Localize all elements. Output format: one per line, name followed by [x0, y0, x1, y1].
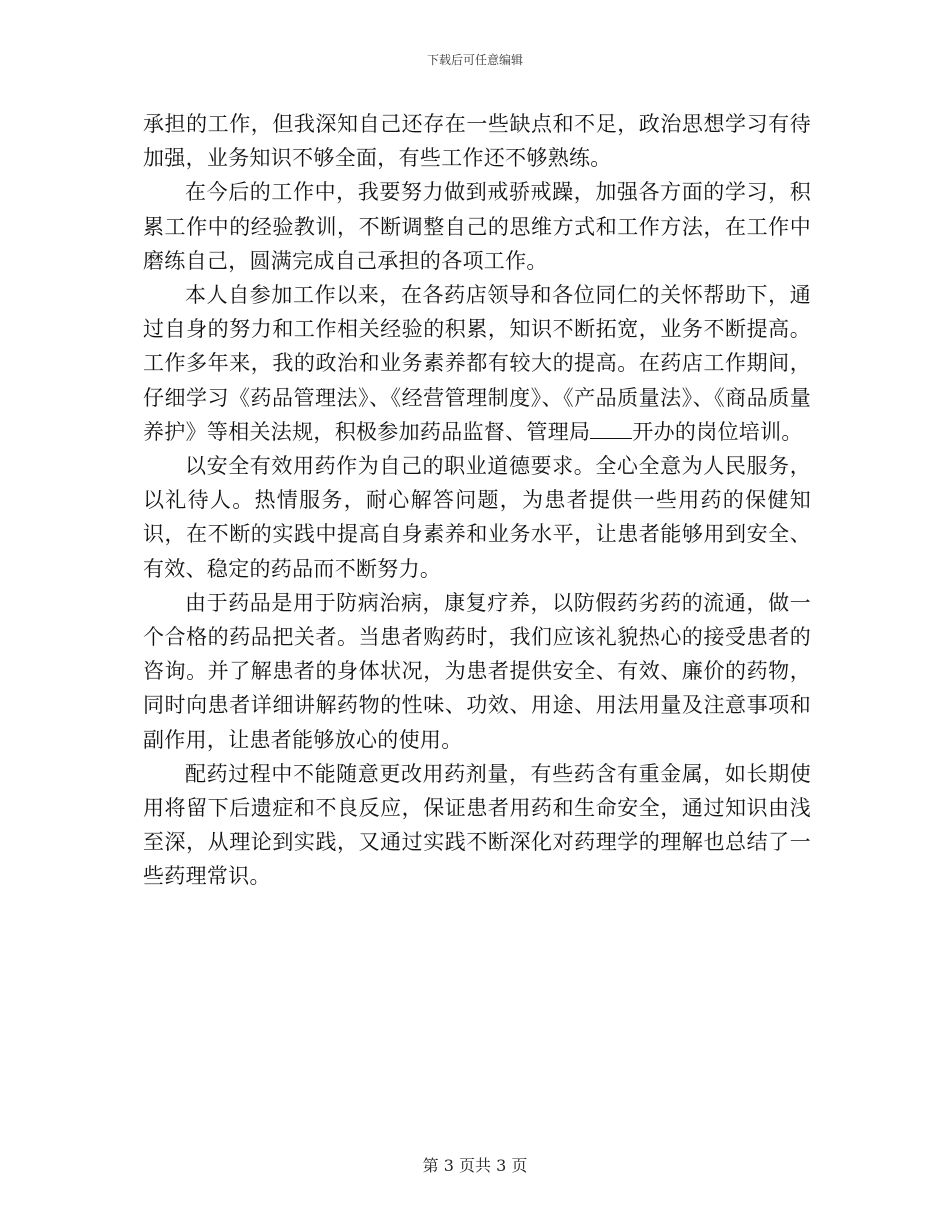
- paragraph-text-before-blank: 本人自参加工作以来，在各药店领导和各位同仁的关怀帮助下，通过自身的努力和工作相关经验的积累，知识不断拓宽，业务不断提高。工作多年来，我的政治和业务素养都有较大的提高。在药店工作期间，仔细学习《药品管理法》、《经营管理制度》、《产品质量法》、《商品质量养护》等相关法规，积极参加药品监督、管理局: [143, 283, 811, 444]
- paragraph: 在今后的工作中，我要努力做到戒骄戒躁，加强各方面的学习，积累工作中的经验教训，不断调整自己的思维方式和工作方法，在工作中磨练自己，圆满完成自己承担的各项工作。: [143, 180, 811, 273]
- paragraph-continued: 承担的工作，但我深知自己还存在一些缺点和不足，政治思想学习有待加强，业务知识不够全面，有些工作还不够熟练。: [143, 112, 811, 171]
- paragraph-text-after-blank: 开办的岗位培训。: [632, 419, 803, 444]
- paragraph: 以安全有效用药作为自己的职业道德要求。全心全意为人民服务，以礼待人。热情服务，耐心解答问题，为患者提供一些用药的保健知识，在不断的实践中提高自身素养和业务水平，让患者能够用到安全、有效、稳定的药品而不断努力。: [143, 454, 811, 581]
- paragraph: 由于药品是用于防病治病，康复疗养，以防假药劣药的流通，做一个合格的药品把关者。当患者购药时，我们应该礼貌热心的接受患者的咨询。并了解患者的身体状况，为患者提供安全、有效、廉价的药物，同时向患者详细讲解药物的性味、功效、用途、用法用量及注意事项和副作用，让患者能够放心的使用。: [143, 590, 811, 752]
- page-footer: 第 3 页共 3 页: [422, 1156, 528, 1175]
- document-body: [143, 107, 811, 894]
- paragraph-with-blank: [143, 278, 811, 449]
- fill-in-blank-line: [590, 420, 632, 439]
- paragraph: 配药过程中不能随意更改用药剂量，有些药含有重金属，如长期使用将留下后遗症和不良反应，保证患者用药和生命安全，通过知识由浅至深，从理论到实践，又通过实践不断深化对药理学的理解也总结了一些药理常识。: [143, 761, 811, 889]
- page-header: 下载后可任意编辑: [426, 53, 523, 67]
